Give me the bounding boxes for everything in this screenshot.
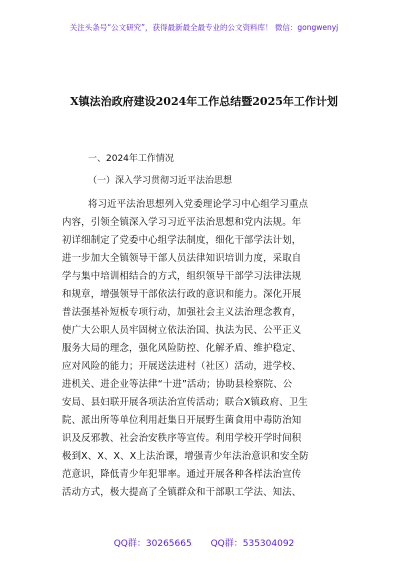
paragraph-line: 院、派出所等单位利用赶集日开展野生菌食用中毒防治知: [62, 415, 302, 426]
footer-contact: [0, 536, 408, 549]
paragraph-line: 使广大公职人员牢固树立依法治国、执法为民、公平正义: [62, 325, 302, 336]
paragraph-line: 进一步加大全镇领导干部人员法律知识培训力度，采取自: [62, 253, 302, 264]
paragraph-line: 活动方式，极大提高了全镇群众和干部职工学法、知法、: [62, 487, 302, 498]
promo-banner: 关注头条号“公文研究”，获得最新最全最专业的公文资料库！ 微信：gongwenyj: [69, 23, 339, 32]
paragraph-line: 普法强基补短板专项行动，加强社会主义法治理念教育，: [62, 307, 302, 318]
paragraph-line: 范意识，降低青少年犯罪率。通过开展各种各样法治宣传: [62, 469, 302, 480]
subsection-heading: （一）深入学习贯彻习近平法治思想: [88, 176, 233, 186]
paragraph-line: 安局、县妇联开展各项法治宣传活动；联合X镇政府、卫生: [62, 397, 308, 408]
section-heading: 一、2024年工作情况: [88, 154, 174, 164]
paragraph-line: 应对风险的能力；开展送法进村（社区）活动，进学校、: [62, 361, 302, 372]
paragraph-line: 进机关、进企业等法律“十进”活动；协助县检察院、公: [62, 379, 293, 390]
paragraph-line: 将习近平法治思想列入党委理论学习中心组学习重点: [88, 199, 309, 210]
paragraph-line: 极到X、X、X、X上法治课，增强青少年法治意识和安全防: [62, 451, 309, 462]
paragraph-line: 初详细制定了党委中心组学法制度，细化干部学法计划，: [62, 235, 302, 246]
paragraph-line: 学与集中培训相结合的方式，组织领导干部学习法律法规: [62, 271, 302, 282]
paragraph-line: 服务大局的理念，强化风险防控、化解矛盾、维护稳定、: [62, 343, 302, 354]
qq-group-1: QQ群：30265665: [113, 539, 192, 549]
qq-group-2: QQ群：535304092: [210, 539, 295, 549]
paragraph-line: 识及反邪教、社会治安秩序等宣传。利用学校开学时间积: [62, 433, 302, 444]
paragraph-line: 和规章，增强领导干部依法行政的意识和能力。深化开展: [62, 289, 302, 300]
document-title: X镇法治政府建设2024年工作总结暨2025年工作计划: [70, 95, 338, 108]
paragraph-line: 内容，引领全镇深入学习习近平法治思想和党内法规。年: [62, 217, 302, 228]
